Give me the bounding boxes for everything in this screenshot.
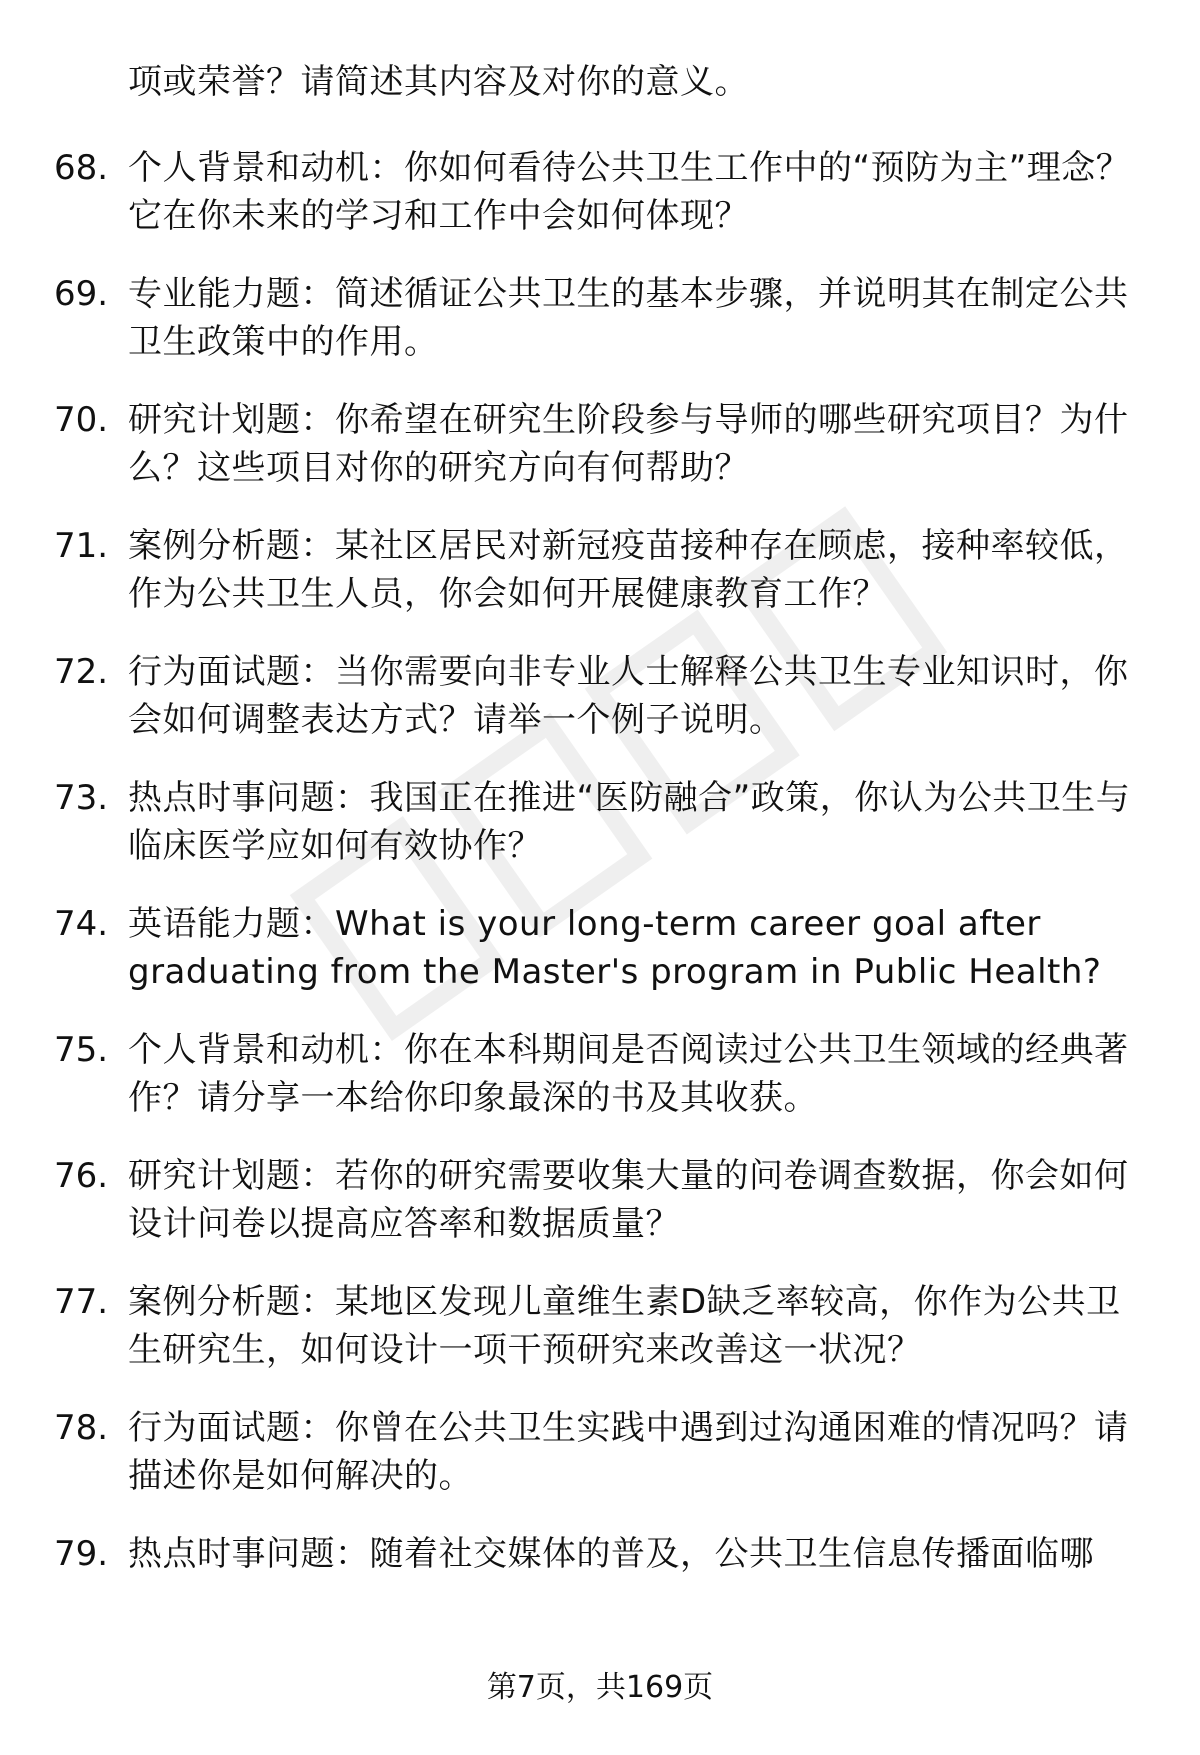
list-item — [54, 648, 1154, 744]
list-item — [54, 144, 1154, 240]
list-item — [54, 1152, 1154, 1248]
question-list — [54, 144, 1154, 1608]
question-number: 68. — [54, 148, 109, 188]
question-text: 热点时事问题：我国正在推进“医防融合”政策，你认为公共卫生与临床医学应如何有效协作？ — [128, 778, 1131, 866]
question-text: 研究计划题：若你的研究需要收集大量的问卷调查数据，你会如何设计问卷以提高应答率和数据质量？ — [128, 1156, 1129, 1244]
question-text: 行为面试题：你曾在公共卫生实践中遇到过沟通困难的情况吗？请描述你是如何解决的。 — [128, 1408, 1129, 1496]
question-text: 热点时事问题：随着社交媒体的普及，公共卫生信息传播面临哪 — [128, 1534, 1094, 1574]
continued-question-text: 项或荣誉？请简述其内容及对你的意义。 — [128, 62, 749, 102]
question-text: 专业能力题：简述循证公共卫生的基本步骤，并说明其在制定公共卫生政策中的作用。 — [128, 274, 1129, 362]
question-number: 73. — [54, 778, 109, 818]
list-item — [54, 1278, 1154, 1374]
page-footer: 第7页，共169页 — [486, 1670, 714, 1705]
list-item — [54, 900, 1154, 996]
question-text: 研究计划题：你希望在研究生阶段参与导师的哪些研究项目？为什么？这些项目对你的研究方向有何帮助？ — [128, 400, 1129, 488]
question-number: 78. — [54, 1408, 109, 1448]
question-text: 个人背景和动机：你在本科期间是否阅读过公共卫生领域的经典著作？请分享一本给你印象最深的书及其收获。 — [128, 1030, 1129, 1118]
list-item — [54, 1530, 1154, 1578]
question-number: 72. — [54, 652, 109, 692]
question-text: 个人背景和动机：你如何看待公共卫生工作中的“预防为主”理念？它在你未来的学习和工作中会如何体现？ — [128, 148, 1131, 236]
question-number: 71. — [54, 526, 109, 566]
question-number: 77. — [54, 1282, 109, 1322]
list-item — [54, 1026, 1154, 1122]
question-text: 案例分析题：某社区居民对新冠疫苗接种存在顾虑，接种率较低，作为公共卫生人员，你会如何开展健康教育工作？ — [128, 526, 1129, 614]
list-item — [54, 522, 1154, 618]
list-item — [54, 774, 1154, 870]
question-text: 案例分析题：某地区发现儿童维生素D缺乏率较高，你作为公共卫生研究生，如何设计一项干预研究来改善这一状况？ — [128, 1282, 1121, 1370]
question-number: 76. — [54, 1156, 109, 1196]
question-text: 行为面试题：当你需要向非专业人士解释公共卫生专业知识时，你会如何调整表达方式？请举一个例子说明。 — [128, 652, 1129, 740]
question-number: 79. — [54, 1534, 109, 1574]
list-item — [54, 270, 1154, 366]
question-number: 70. — [54, 400, 109, 440]
question-number: 74. — [54, 904, 109, 944]
question-number: 75. — [54, 1030, 109, 1070]
list-item — [54, 396, 1154, 492]
question-number: 69. — [54, 274, 109, 314]
question-text: 英语能力题：What is your long-term career goal after graduating from the Master's program in Public Health? — [128, 904, 1102, 992]
list-item — [54, 1404, 1154, 1500]
